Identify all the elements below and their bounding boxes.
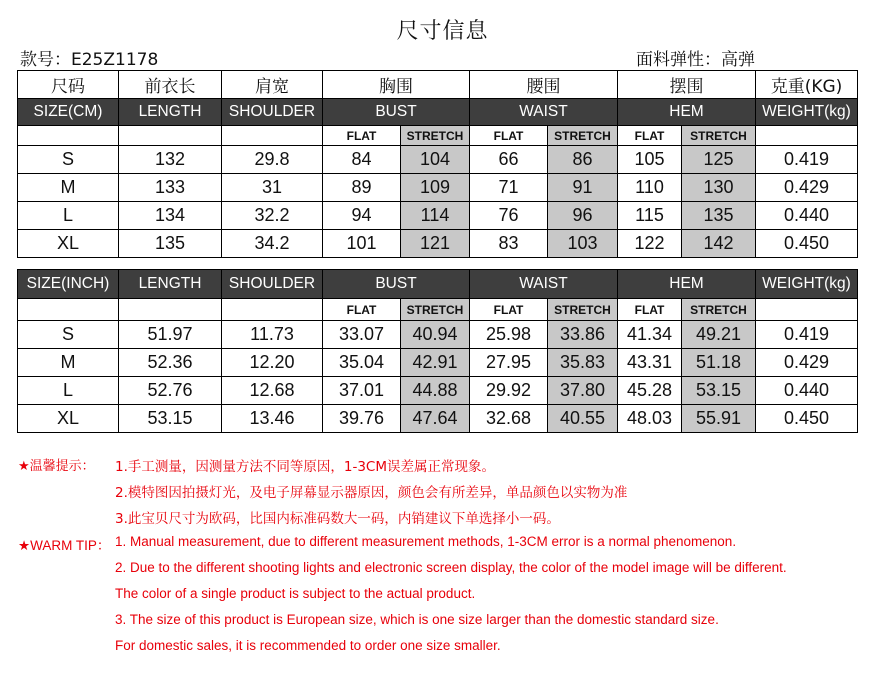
cell-weight: 0.450 [756,405,858,433]
subheader-row [18,126,858,146]
cell-size: S [18,146,119,174]
cell-length: 52.36 [119,349,222,377]
cell-waist-flat: 32.68 [470,405,548,433]
cell-hem-stretch: 135 [682,202,756,230]
cell-weight: 0.440 [756,202,858,230]
cell-shoulder: 13.46 [222,405,323,433]
cn-tip-line: 1.手工测量，因测量方法不同等原因，1-3CM误差属正常现象。 [115,459,496,475]
cell-length: 52.76 [119,377,222,405]
cell-bust-stretch: 44.88 [401,377,470,405]
cell-size: XL [18,405,119,433]
table-row [18,230,858,258]
cell-size: M [18,174,119,202]
cell-hem-flat: 105 [618,146,682,174]
header-waist: WAIST [470,99,618,126]
table-row [18,321,858,349]
sub-empty [756,126,858,146]
sub-empty [222,299,323,321]
header-length: LENGTH [119,270,222,299]
cell-waist-flat: 25.98 [470,321,548,349]
cell-bust-stretch: 121 [401,230,470,258]
cn-header-row [18,71,858,99]
table-row [18,377,858,405]
cell-bust-stretch: 42.91 [401,349,470,377]
cell-hem-stretch: 125 [682,146,756,174]
size-table-cm [17,70,858,258]
table-row [18,405,858,433]
sub-empty [222,126,323,146]
table-row [18,174,858,202]
sub-stretch: STRETCH [401,126,470,146]
sub-stretch: STRETCH [401,299,470,321]
sub-flat: FLAT [323,299,401,321]
sub-flat: FLAT [470,126,548,146]
cell-length: 132 [119,146,222,174]
cell-waist-flat: 71 [470,174,548,202]
sub-flat: FLAT [323,126,401,146]
cell-bust-stretch: 47.64 [401,405,470,433]
cell-hem-flat: 122 [618,230,682,258]
cell-waist-stretch: 103 [548,230,618,258]
cell-waist-stretch: 86 [548,146,618,174]
cell-hem-stretch: 51.18 [682,349,756,377]
subheader-row [18,299,858,321]
cell-weight: 0.419 [756,321,858,349]
header-shoulder: SHOULDER [222,99,323,126]
sub-empty [119,126,222,146]
sub-empty [18,126,119,146]
sub-empty [18,299,119,321]
cell-shoulder: 12.68 [222,377,323,405]
cn-header-length: 前衣长 [119,71,222,99]
header-row [18,270,858,299]
cn-tip-line: 2.模特图因拍摄灯光，及电子屏幕显示器原因，颜色会有所差异，单品颜色以实物为准 [115,485,628,501]
header-size: SIZE(CM) [18,99,119,126]
cell-hem-flat: 110 [618,174,682,202]
sub-empty [756,299,858,321]
cell-hem-stretch: 142 [682,230,756,258]
sub-stretch: STRETCH [548,126,618,146]
cell-shoulder: 31 [222,174,323,202]
header-waist: WAIST [470,270,618,299]
cell-weight: 0.419 [756,146,858,174]
cell-waist-stretch: 37.80 [548,377,618,405]
cell-length: 135 [119,230,222,258]
cell-waist-flat: 29.92 [470,377,548,405]
cell-hem-stretch: 55.91 [682,405,756,433]
header-bust: BUST [323,270,470,299]
cell-bust-stretch: 109 [401,174,470,202]
cell-waist-stretch: 96 [548,202,618,230]
cn-header-waist: 腰围 [470,71,618,99]
cell-hem-stretch: 53.15 [682,377,756,405]
cell-hem-flat: 115 [618,202,682,230]
cn-header-bust: 胸围 [323,71,470,99]
cn-header-hem: 摆围 [618,71,756,99]
cell-bust-stretch: 114 [401,202,470,230]
cell-bust-flat: 35.04 [323,349,401,377]
sub-flat: FLAT [618,126,682,146]
cell-waist-stretch: 91 [548,174,618,202]
cell-hem-flat: 48.03 [618,405,682,433]
cn-header-size: 尺码 [18,71,119,99]
cell-length: 133 [119,174,222,202]
cell-bust-stretch: 40.94 [401,321,470,349]
fabric-elasticity: 面料弹性：高弹 [636,50,755,70]
style-number: 款号：E25Z1178 [20,50,159,70]
cell-weight: 0.429 [756,349,858,377]
cell-weight: 0.450 [756,230,858,258]
cell-hem-stretch: 130 [682,174,756,202]
cn-tip-line: 3.此宝贝尺寸为欧码，比国内标准码数大一码，内销建议下单选择小一码。 [115,511,560,527]
cell-size: L [18,377,119,405]
cell-shoulder: 34.2 [222,230,323,258]
cell-bust-flat: 101 [323,230,401,258]
en-tip-line: 1. Manual measurement, due to different measurement methods, 1-3CM error is a normal phenomenon. [115,534,737,549]
size-table-inch [17,269,858,433]
cell-hem-flat: 43.31 [618,349,682,377]
sub-stretch: STRETCH [682,299,756,321]
cell-weight: 0.440 [756,377,858,405]
cell-size: XL [18,230,119,258]
en-tip-line: For domestic sales, it is recommended to order one size smaller. [115,638,501,653]
header-hem: HEM [618,99,756,126]
en-tip-line: The color of a single product is subject to the actual product. [115,586,476,601]
table-row [18,349,858,377]
cell-bust-stretch: 104 [401,146,470,174]
header-shoulder: SHOULDER [222,270,323,299]
en-tip-line: 2. Due to the different shooting lights and electronic screen display, the color of the model image will be different. [115,560,787,575]
cell-shoulder: 29.8 [222,146,323,174]
cell-size: M [18,349,119,377]
cn-tip-label: ★温馨提示： [18,459,95,474]
cell-waist-stretch: 33.86 [548,321,618,349]
cell-hem-flat: 45.28 [618,377,682,405]
en-tip-label: ★WARM TIP： [18,538,111,553]
cell-weight: 0.429 [756,174,858,202]
cell-shoulder: 12.20 [222,349,323,377]
cell-waist-stretch: 40.55 [548,405,618,433]
cell-length: 51.97 [119,321,222,349]
cell-length: 53.15 [119,405,222,433]
cell-waist-flat: 76 [470,202,548,230]
header-row [18,99,858,126]
cell-waist-flat: 27.95 [470,349,548,377]
cell-bust-flat: 84 [323,146,401,174]
header-weight: WEIGHT(kg) [756,99,858,126]
cell-bust-flat: 37.01 [323,377,401,405]
cell-waist-stretch: 35.83 [548,349,618,377]
header-length: LENGTH [119,99,222,126]
cell-hem-stretch: 49.21 [682,321,756,349]
cell-bust-flat: 39.76 [323,405,401,433]
sub-stretch: STRETCH [548,299,618,321]
table-row [18,202,858,230]
cell-waist-flat: 83 [470,230,548,258]
sub-flat: FLAT [470,299,548,321]
header-size: SIZE(INCH) [18,270,119,299]
cell-shoulder: 11.73 [222,321,323,349]
cell-hem-flat: 41.34 [618,321,682,349]
sub-flat: FLAT [618,299,682,321]
cn-header-weight: 克重(KG) [756,71,858,99]
cell-shoulder: 32.2 [222,202,323,230]
header-weight: WEIGHT(kg) [756,270,858,299]
cn-header-shoulder: 肩宽 [222,71,323,99]
header-bust: BUST [323,99,470,126]
table-row [18,146,858,174]
cell-length: 134 [119,202,222,230]
cell-size: L [18,202,119,230]
header-hem: HEM [618,270,756,299]
sub-stretch: STRETCH [682,126,756,146]
cell-waist-flat: 66 [470,146,548,174]
cell-bust-flat: 94 [323,202,401,230]
cell-bust-flat: 89 [323,174,401,202]
page-title: 尺寸信息 [396,19,489,44]
cell-size: S [18,321,119,349]
cell-bust-flat: 33.07 [323,321,401,349]
sub-empty [119,299,222,321]
en-tip-line: 3. The size of this product is European size, which is one size larger than the domestic standard size. [115,612,719,627]
